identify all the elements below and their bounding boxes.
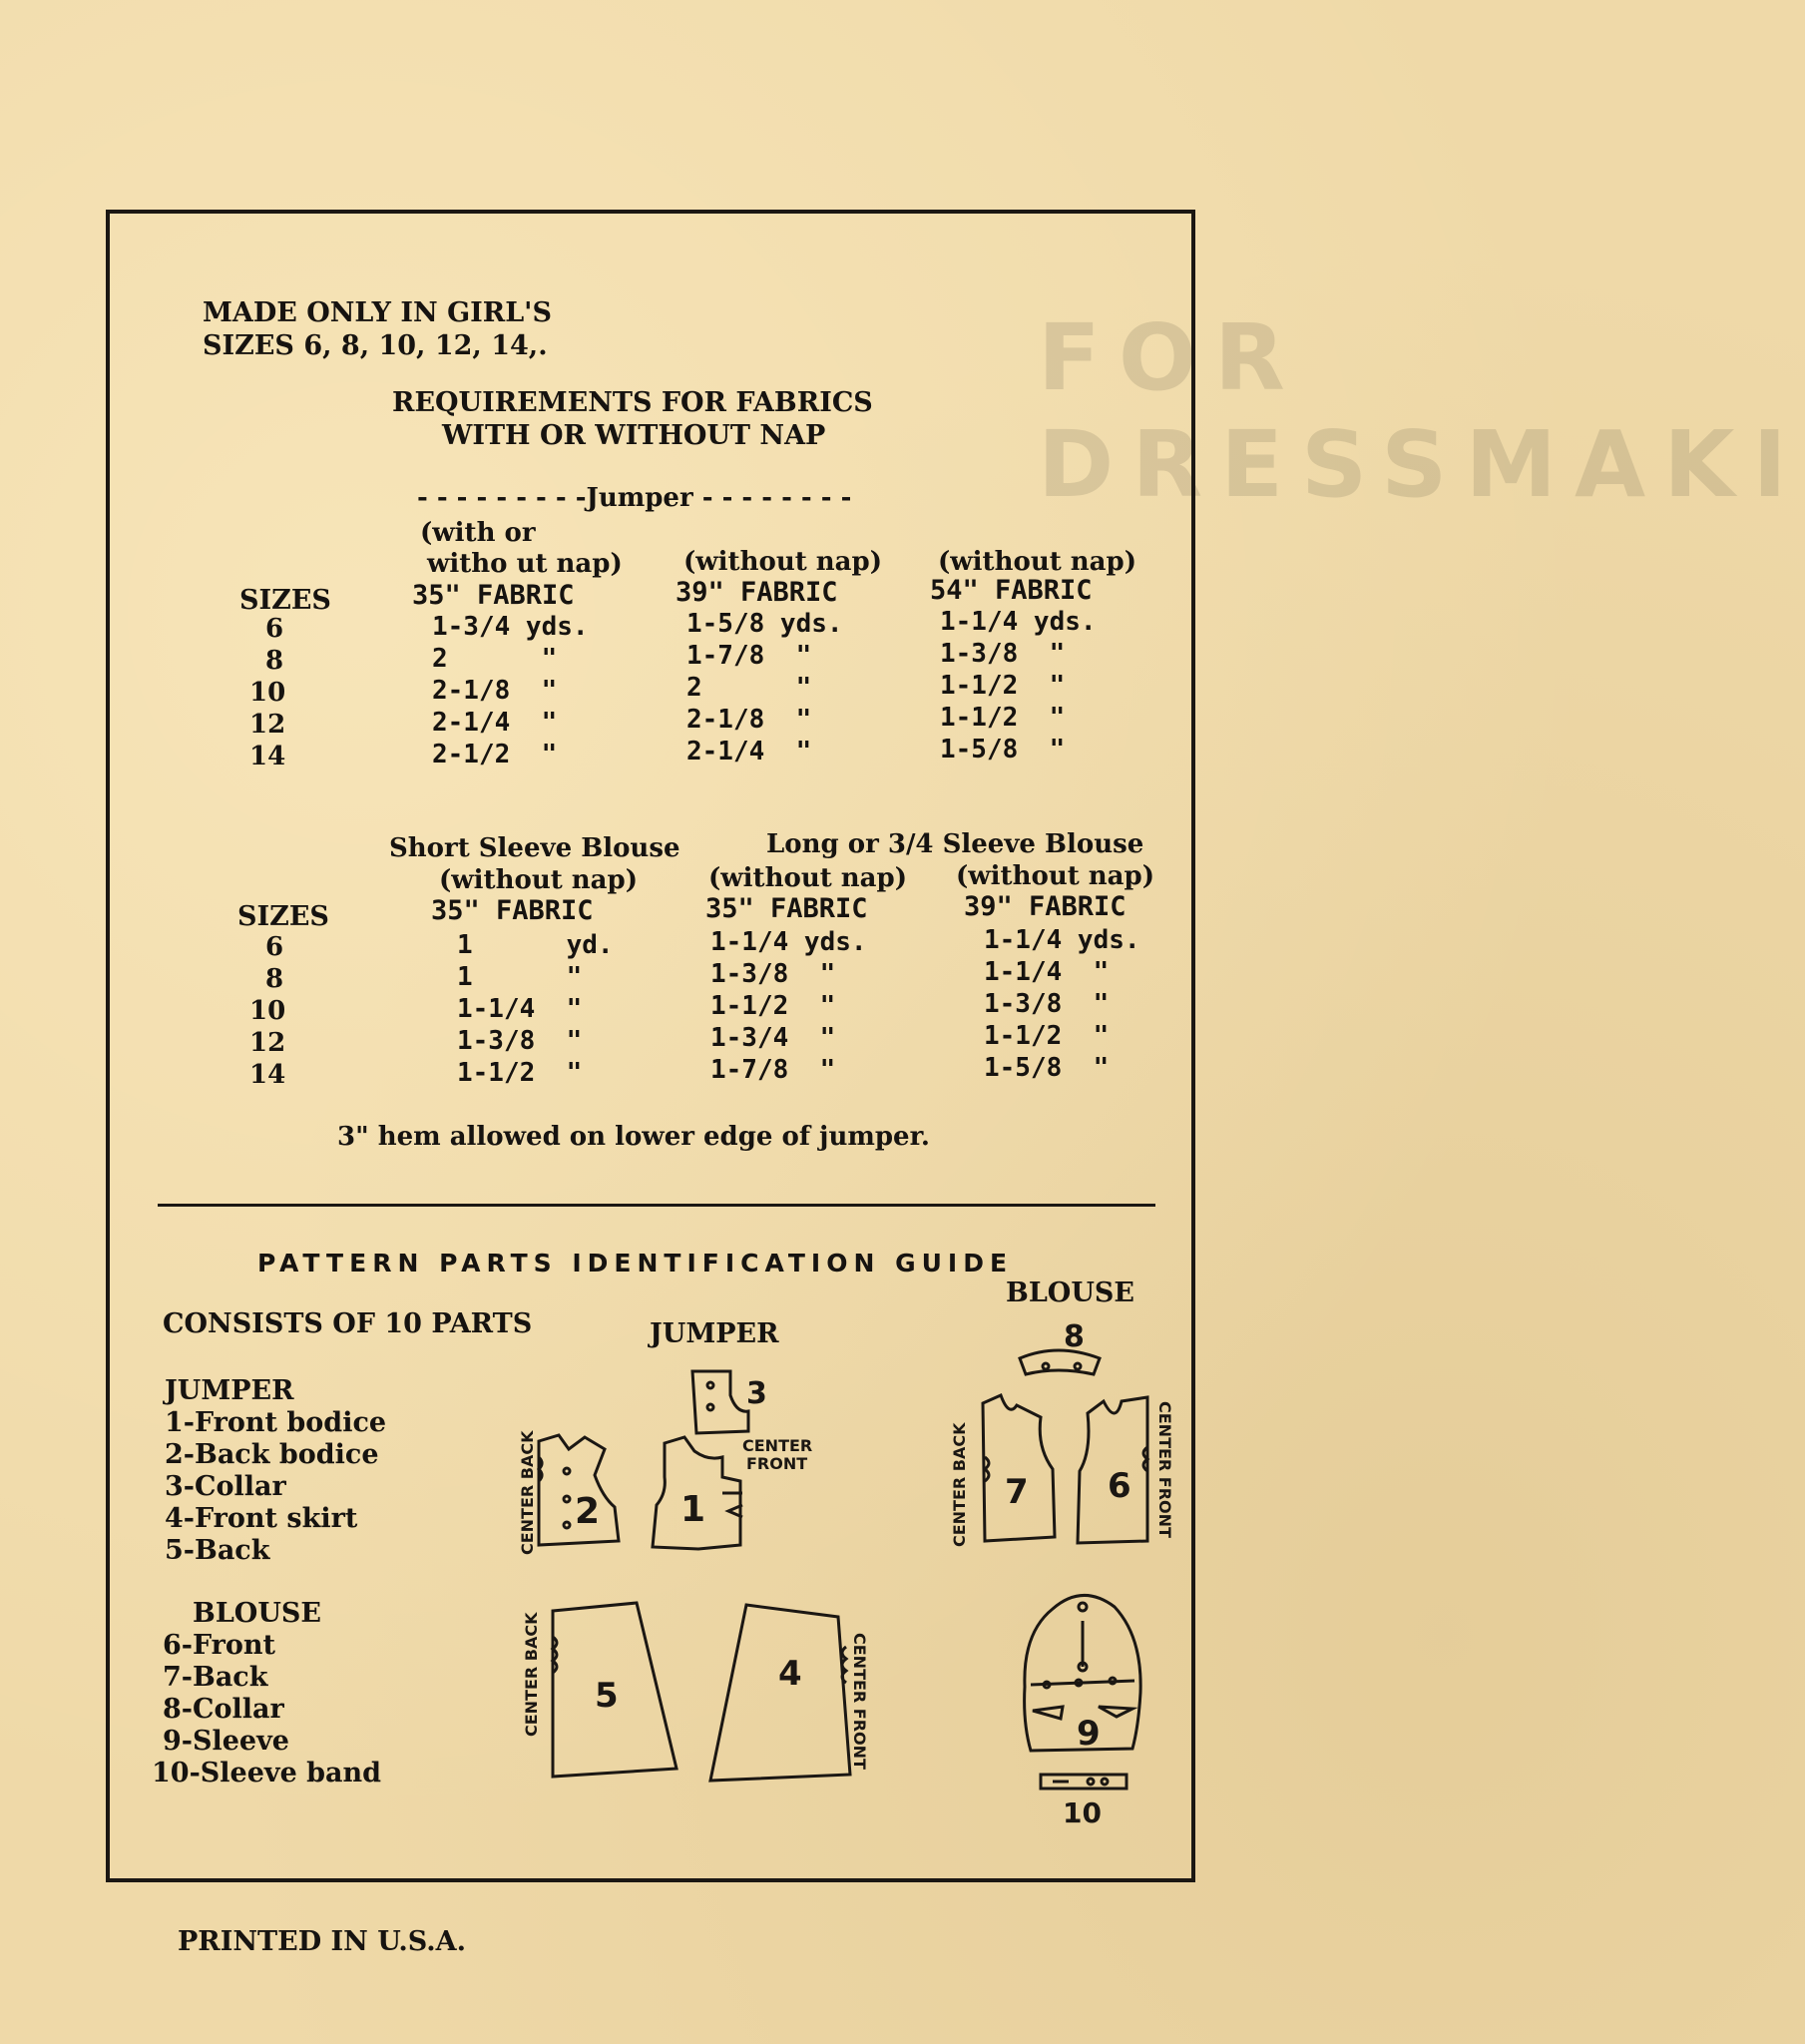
hem-note: 3" hem allowed on lower edge of jumper. (337, 1122, 930, 1152)
blouse-col1-note: (without nap) (439, 865, 639, 895)
piece-number: 10 (1063, 1796, 1102, 1829)
piece-number: 4 (778, 1654, 802, 1694)
jumper-col2-value: 2-1/8 " (686, 705, 812, 735)
jumper-size: 10 (249, 678, 286, 708)
blouse-col1-fabric: 35" FABRIC (431, 895, 594, 926)
blouse-long-title: Long or 3/4 Sleeve Blouse (766, 829, 1144, 859)
sleeve-band-piece-10 (1033, 1767, 1142, 1836)
section-divider (158, 1204, 1155, 1207)
blouse-col2-fabric: 35" FABRIC (705, 893, 868, 924)
jumper-col3-note: (without nap) (938, 547, 1137, 577)
piece-number: 9 (1077, 1714, 1101, 1754)
front-bodice-piece-1 (639, 1427, 818, 1557)
center-back-label: CENTER BACK (518, 1430, 537, 1555)
blouse-size: 8 (265, 964, 284, 994)
blouse-short-title: Short Sleeve Blouse (389, 833, 680, 863)
blouse-col2-value: 1-3/4 " (710, 1023, 836, 1053)
front-skirt-piece-4 (698, 1597, 878, 1796)
blouse-col2-note: (without nap) (708, 863, 908, 893)
jumper-col3-value: 1-1/4 yds. (940, 607, 1097, 637)
blouse-col1-value: 1 " (457, 962, 583, 992)
guide-blouse-part: 9-Sleeve (163, 1726, 289, 1757)
diagram-jumper-label: JUMPER (650, 1318, 779, 1349)
back-skirt-piece-5 (507, 1597, 684, 1796)
piece-number: 2 (575, 1491, 601, 1532)
requirements-subtitle: WITH OR WITHOUT NAP (442, 420, 826, 451)
piece-number: 5 (595, 1676, 619, 1716)
jumper-section-label: - - - - - - - - -Jumper - - - - - - - - (417, 483, 852, 513)
jumper-col2-value: 1-7/8 " (686, 641, 812, 671)
jumper-col1-value: 2 " (432, 644, 558, 674)
blouse-col1-value: 1-1/4 " (457, 994, 583, 1024)
blouse-col3-value: 1-1/4 yds. (984, 925, 1140, 955)
jumper-col1-value: 1-3/4 yds. (432, 612, 589, 642)
blouse-col1-value: 1-3/8 " (457, 1026, 583, 1056)
guide-consists: CONSISTS OF 10 PARTS (163, 1308, 533, 1339)
guide-blouse-part: 7-Back (163, 1662, 268, 1693)
blouse-col3-value: 1-1/4 " (984, 957, 1110, 987)
jumper-col1-fabric: 35" FABRIC (412, 580, 575, 611)
back-bodice-piece-2 (519, 1427, 629, 1557)
blouse-col2-value: 1-3/8 " (710, 959, 836, 989)
jumper-col2-note: (without nap) (683, 547, 883, 577)
piece-number: 3 (746, 1376, 767, 1411)
blouse-col3-fabric: 39" FABRIC (964, 891, 1127, 922)
center-back-label: CENTER BACK (522, 1612, 541, 1737)
jumper-size: 14 (249, 742, 286, 771)
blouse-col2-value: 1-1/4 yds. (710, 927, 867, 957)
jumper-col1-note-1: (with or (420, 518, 536, 548)
jumper-sizes-header: SIZES (239, 585, 331, 616)
requirements-title: REQUIREMENTS FOR FABRICS (392, 387, 873, 418)
header-line-1: MADE ONLY IN GIRL'S (203, 297, 552, 328)
blouse-col3-value: 1-3/8 " (984, 989, 1110, 1019)
guide-jumper-part: 3-Collar (165, 1471, 286, 1502)
guide-jumper-part: 2-Back bodice (165, 1439, 379, 1470)
center-front-label: CENTER FRONT (1155, 1401, 1174, 1538)
blouse-col3-value: 1-1/2 " (984, 1021, 1110, 1051)
header-line-2: SIZES 6, 8, 10, 12, 14,. (203, 330, 548, 361)
center-front-label: FRONT (746, 1454, 808, 1473)
guide-title: PATTERN PARTS IDENTIFICATION GUIDE (257, 1249, 1014, 1278)
center-front-label: CENTER (742, 1436, 813, 1455)
diagram-blouse-label: BLOUSE (1006, 1278, 1134, 1308)
blouse-back-piece-7 (950, 1387, 1063, 1557)
piece-number: 8 (1064, 1319, 1085, 1354)
jumper-col2-value: 2-1/4 " (686, 737, 812, 766)
blouse-size: 12 (249, 1028, 286, 1058)
jumper-size: 6 (265, 614, 284, 644)
sleeve-piece-9 (1013, 1577, 1162, 1757)
printed-in-usa: PRINTED IN U.S.A. (178, 1926, 466, 1957)
piece-number: 1 (680, 1489, 706, 1530)
jumper-col1-note-2: witho ut nap) (427, 549, 623, 579)
blouse-front-piece-6 (1068, 1387, 1177, 1557)
blouse-col1-value: 1 yd. (457, 930, 614, 960)
background-ghost-text: FOR DRESSMAKI (1038, 304, 1805, 518)
blouse-size: 10 (249, 996, 286, 1026)
jumper-col3-value: 1-1/2 " (940, 671, 1066, 701)
center-back-label: CENTER BACK (950, 1422, 969, 1547)
guide-blouse-part: 8-Collar (163, 1694, 284, 1725)
jumper-col1-value: 2-1/2 " (432, 740, 558, 769)
blouse-col1-value: 1-1/2 " (457, 1058, 583, 1088)
jumper-col2-value: 1-5/8 yds. (686, 609, 843, 639)
guide-jumper-part: 1-Front bodice (165, 1407, 387, 1438)
center-front-label: CENTER FRONT (850, 1633, 869, 1770)
jumper-col3-fabric: 54" FABRIC (930, 575, 1093, 606)
blouse-collar-piece-8 (1008, 1319, 1128, 1392)
blouse-col2-value: 1-7/8 " (710, 1055, 836, 1085)
piece-number: 6 (1108, 1466, 1131, 1506)
guide-jumper-part: 5-Back (165, 1535, 270, 1566)
jumper-col1-value: 2-1/4 " (432, 708, 558, 738)
blouse-col3-value: 1-5/8 " (984, 1053, 1110, 1083)
blouse-size: 6 (265, 932, 284, 962)
blouse-size: 14 (249, 1060, 286, 1090)
jumper-col1-value: 2-1/8 " (432, 676, 558, 706)
blouse-col3-note: (without nap) (956, 861, 1155, 891)
guide-blouse-part: 10-Sleeve band (152, 1758, 382, 1788)
jumper-col3-value: 1-5/8 " (940, 735, 1066, 765)
guide-blouse-heading: BLOUSE (193, 1598, 321, 1629)
jumper-size: 12 (249, 710, 286, 740)
guide-blouse-part: 6-Front (163, 1630, 276, 1661)
guide-jumper-part: 4-Front skirt (165, 1503, 358, 1534)
piece-number: 7 (1005, 1472, 1029, 1512)
guide-jumper-heading: JUMPER (165, 1375, 294, 1406)
jumper-col3-value: 1-3/8 " (940, 639, 1066, 669)
blouse-sizes-header: SIZES (237, 901, 329, 932)
jumper-col2-fabric: 39" FABRIC (676, 577, 838, 608)
jumper-col3-value: 1-1/2 " (940, 703, 1066, 733)
jumper-col2-value: 2 " (686, 673, 812, 703)
blouse-col2-value: 1-1/2 " (710, 991, 836, 1021)
jumper-size: 8 (265, 646, 284, 676)
